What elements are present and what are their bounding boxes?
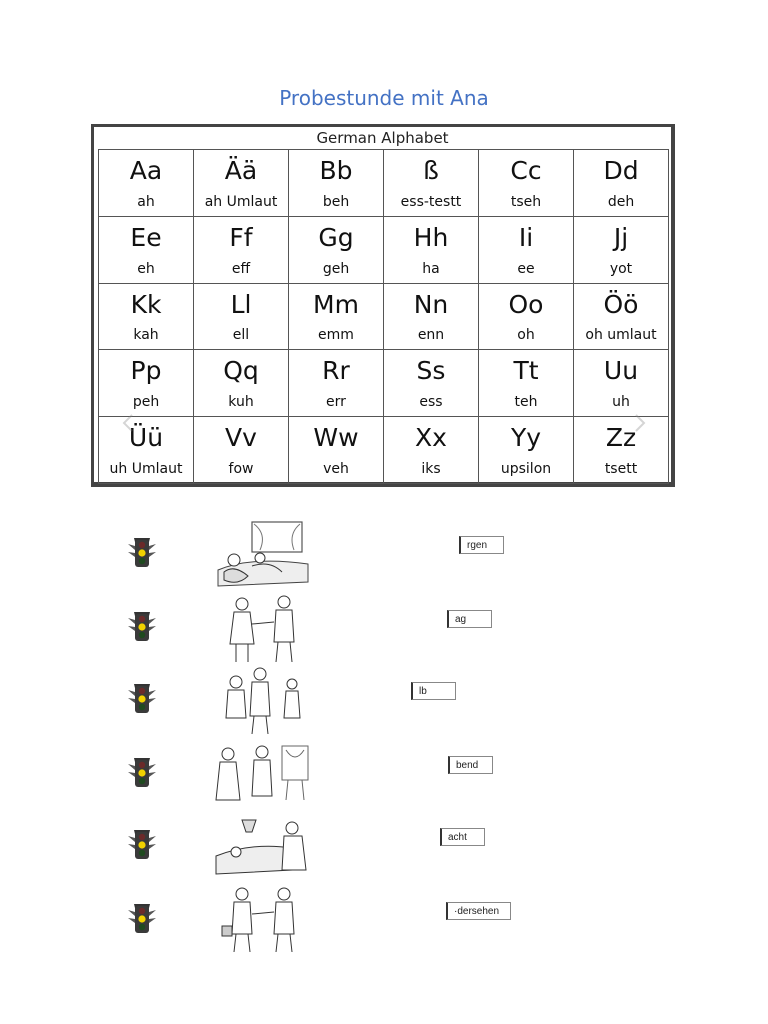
letter: Hh xyxy=(413,222,449,252)
pronunciation: uh Umlaut xyxy=(109,461,183,477)
letter: Rr xyxy=(322,356,350,386)
pronunciation: err xyxy=(326,394,346,411)
letter: Ii xyxy=(518,222,534,252)
alphabet-cell xyxy=(479,150,574,217)
traffic-light-icon xyxy=(124,608,160,644)
alphabet-cell xyxy=(384,284,479,351)
exercise-row xyxy=(0,530,768,602)
letter: Mm xyxy=(313,289,359,319)
letter: Üü xyxy=(128,423,164,453)
exercise-row xyxy=(0,676,768,748)
pronunciation: upsilon xyxy=(500,461,552,477)
pronunciation: ess-testt xyxy=(400,193,462,210)
pronunciation: oh umlaut xyxy=(585,327,657,344)
alphabet-cell xyxy=(194,284,289,351)
alphabet-cell xyxy=(99,284,194,351)
pronunciation: ee xyxy=(517,260,535,277)
letter: Gg xyxy=(318,222,354,252)
alphabet-cell xyxy=(574,350,669,417)
alphabet-cell xyxy=(384,417,479,484)
letter: Uu xyxy=(603,356,639,386)
exercise-row xyxy=(0,750,768,822)
evening-scene-illustration xyxy=(212,740,316,812)
exercise-row xyxy=(0,604,768,676)
alphabet-cell xyxy=(574,217,669,284)
letter: Ll xyxy=(230,289,252,319)
alphabet-cell xyxy=(99,150,194,217)
chevron-right-icon[interactable] xyxy=(634,413,646,433)
letter: Ss xyxy=(416,356,446,386)
alphabet-grid xyxy=(98,149,669,484)
letter: Aa xyxy=(129,156,163,185)
letter: Ää xyxy=(224,156,258,185)
alphabet-cell xyxy=(194,350,289,417)
answer-field[interactable]: ·dersehen xyxy=(446,902,511,920)
alphabet-cell xyxy=(479,284,574,351)
traffic-light-icon xyxy=(124,754,160,790)
pronunciation: iks xyxy=(421,461,441,477)
letter: Jj xyxy=(613,222,629,252)
pronunciation: beh xyxy=(322,193,350,210)
answer-field[interactable]: ag xyxy=(447,610,492,628)
pronunciation: eff xyxy=(231,260,251,277)
exercise-row xyxy=(0,822,768,894)
chevron-left-icon[interactable] xyxy=(122,413,134,433)
letter: Öö xyxy=(603,289,639,319)
alphabet-cell xyxy=(479,350,574,417)
pronunciation: tsett xyxy=(604,461,638,477)
letter: Ee xyxy=(130,222,162,252)
pronunciation: ess xyxy=(419,394,443,411)
alphabet-cell xyxy=(194,417,289,484)
pronunciation: emm xyxy=(318,327,354,344)
letter: Zz xyxy=(605,423,637,453)
alphabet-cell xyxy=(99,350,194,417)
pronunciation: fow xyxy=(228,461,254,477)
traffic-light-icon xyxy=(124,680,160,716)
letter: Ww xyxy=(313,423,359,453)
pronunciation: enn xyxy=(417,327,445,344)
letter: Dd xyxy=(603,156,639,185)
german-alphabet-table xyxy=(91,124,675,487)
pronunciation: veh xyxy=(323,461,349,477)
pronunciation: oh xyxy=(517,327,535,344)
letter: Bb xyxy=(319,156,353,185)
pronunciation: ell xyxy=(232,327,250,344)
answer-field[interactable]: rgen xyxy=(459,536,504,554)
letter: Xx xyxy=(415,423,447,453)
letter: Nn xyxy=(413,289,449,319)
alphabet-cell xyxy=(574,284,669,351)
letter: Ff xyxy=(229,222,253,252)
alphabet-cell xyxy=(289,284,384,351)
exercise-row xyxy=(0,896,768,968)
pronunciation: ah xyxy=(137,193,155,210)
traffic-light-icon xyxy=(124,900,160,936)
pronunciation: kuh xyxy=(228,394,254,411)
family-scene-illustration xyxy=(212,666,316,738)
letter: Kk xyxy=(130,289,162,319)
alphabet-cell xyxy=(99,217,194,284)
alphabet-cell xyxy=(194,217,289,284)
letter: Pp xyxy=(130,356,162,386)
letter: Cc xyxy=(510,156,542,185)
pronunciation: geh xyxy=(322,260,350,277)
pronunciation: eh xyxy=(137,260,155,277)
pronunciation: tseh xyxy=(510,193,542,210)
alphabet-cell xyxy=(479,217,574,284)
answer-field[interactable]: lb xyxy=(411,682,456,700)
letter: Vv xyxy=(225,423,257,453)
letter: ß xyxy=(423,156,439,185)
farewell-scene-illustration xyxy=(212,886,316,958)
alphabet-cell xyxy=(384,350,479,417)
alphabet-cell xyxy=(289,350,384,417)
pronunciation: uh xyxy=(612,394,630,411)
pronunciation: yot xyxy=(609,260,633,277)
pronunciation: kah xyxy=(133,327,159,344)
letter: Qq xyxy=(223,356,259,386)
alphabet-cell xyxy=(194,150,289,217)
alphabet-cell xyxy=(574,150,669,217)
pronunciation: teh xyxy=(514,394,538,411)
traffic-light-icon xyxy=(124,826,160,862)
pronunciation: peh xyxy=(132,394,160,411)
letter: Yy xyxy=(510,423,542,453)
alphabet-cell xyxy=(574,417,669,484)
alphabet-cell xyxy=(289,417,384,484)
letter: Oo xyxy=(508,289,544,319)
page-title: Probestunde mit Ana xyxy=(279,86,489,110)
pronunciation: deh xyxy=(607,193,635,210)
alphabet-cell xyxy=(289,150,384,217)
letter: Tt xyxy=(513,356,539,386)
alphabet-cell xyxy=(384,150,479,217)
alphabet-cell xyxy=(99,417,194,484)
greeting-scene-illustration xyxy=(212,594,316,666)
traffic-light-icon xyxy=(124,534,160,570)
answer-field[interactable]: bend xyxy=(448,756,493,774)
alphabet-cell xyxy=(479,417,574,484)
alphabet-cell xyxy=(384,217,479,284)
bedtime-scene-illustration xyxy=(212,812,316,884)
pronunciation: ah Umlaut xyxy=(204,193,278,210)
pronunciation: ha xyxy=(422,260,440,277)
alphabet-heading: German Alphabet xyxy=(316,129,449,147)
alphabet-cell xyxy=(289,217,384,284)
answer-field[interactable]: acht xyxy=(440,828,485,846)
bedroom-scene-illustration xyxy=(212,520,316,592)
